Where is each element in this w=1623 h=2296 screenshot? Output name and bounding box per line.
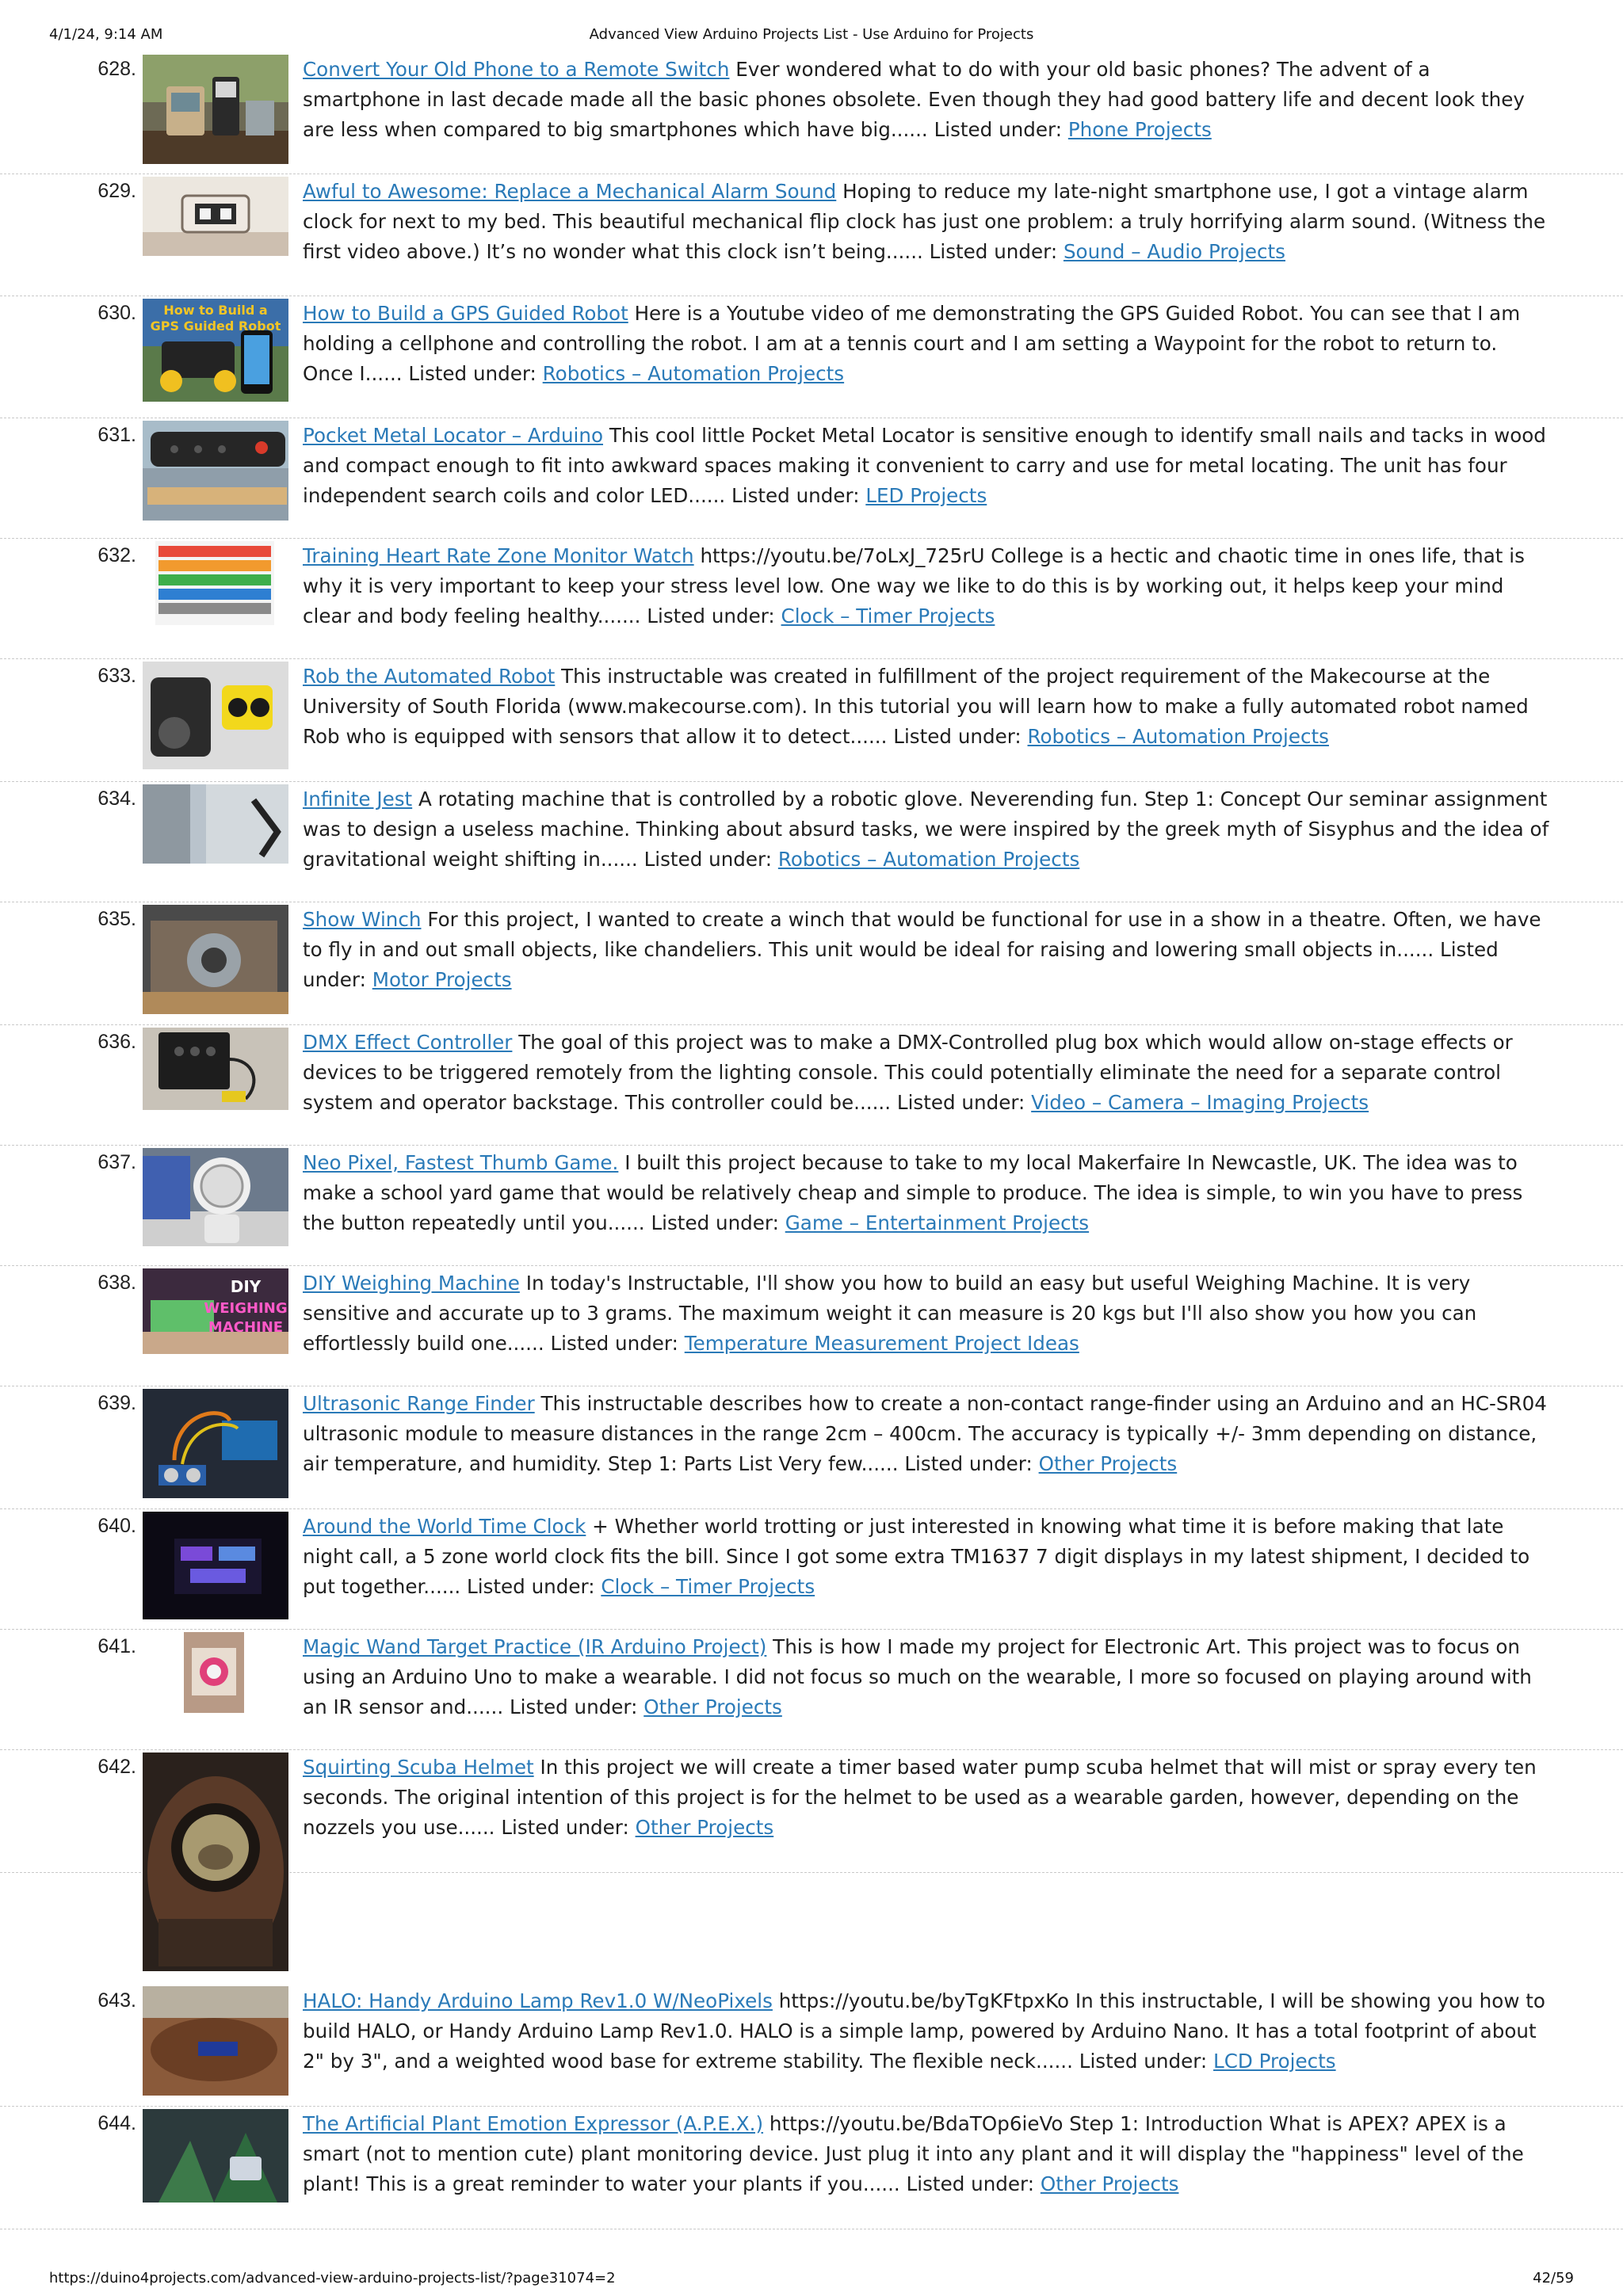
listed-under-label: Listed under:: [509, 1695, 638, 1718]
category-link[interactable]: LED Projects: [865, 484, 987, 507]
project-thumbnail[interactable]: [143, 1753, 288, 1971]
category-link[interactable]: Other Projects: [635, 1816, 774, 1839]
item-number: 643.: [97, 1989, 136, 2012]
category-link[interactable]: Game – Entertainment Projects: [785, 1211, 1090, 1234]
listed-under-label: Listed under:: [651, 1211, 779, 1234]
item-text: [303, 1632, 1552, 1722]
item-number: 632.: [97, 544, 136, 566]
item-text: [303, 1753, 1552, 1843]
listed-under-label: Listed under:: [904, 1452, 1033, 1475]
item-text: [303, 299, 1552, 389]
project-description: I built this project because to take to my local Makerfaire In Newcastle, UK. The idea was to make a school yard game that would be relatively cheap and simple to produce. The idea is simple, to win you have to press the button repeatedly until you......: [303, 1151, 1523, 1234]
item-text: [303, 1389, 1552, 1479]
project-title-link[interactable]: DMX Effect Controller: [303, 1031, 513, 1054]
list-item: [0, 902, 1623, 1025]
list-item: [0, 174, 1623, 296]
item-number: 630.: [97, 302, 136, 324]
list-item: [0, 1146, 1623, 1266]
listed-under-label: Listed under:: [408, 362, 537, 385]
project-description: Ever wondered what to do with your old basic phones? The advent of a smartphone in last decade made all the basic phones obsolete. Even though they had good battery life and decent look they are less when compared to big smartphones which have big......: [303, 58, 1525, 141]
list-item: [0, 296, 1623, 418]
print-header: [49, 26, 1574, 47]
category-link[interactable]: LCD Projects: [1213, 2050, 1336, 2073]
project-title-link[interactable]: Infinite Jest: [303, 788, 413, 810]
listed-under-label: Listed under:: [303, 938, 1499, 991]
item-text: [303, 541, 1552, 631]
project-title-link[interactable]: Awful to Awesome: Replace a Mechanical Alarm Sound: [303, 180, 837, 203]
list-item: [0, 1509, 1623, 1630]
project-thumbnail[interactable]: [143, 299, 288, 402]
category-link[interactable]: Clock – Timer Projects: [601, 1575, 815, 1598]
project-thumbnail[interactable]: [155, 541, 274, 625]
item-number: 641.: [97, 1635, 136, 1657]
project-thumbnail[interactable]: [143, 1148, 288, 1246]
item-text: [303, 784, 1552, 875]
project-thumbnail[interactable]: [143, 1268, 288, 1354]
project-thumbnail[interactable]: [143, 1512, 288, 1619]
list-item: [0, 1025, 1623, 1146]
project-title-link[interactable]: Convert Your Old Phone to a Remote Switch: [303, 58, 730, 81]
list-item: [0, 52, 1623, 174]
item-number: 635.: [97, 908, 136, 930]
project-description: This cool little Pocket Metal Locator is sensitive enough to identify small nails and tacks in wood and compact enough to fit into awkward spaces making it convenient to carry and use for metal locating. The unit has four independent search coils and color LED......: [303, 424, 1546, 507]
item-text: [303, 1028, 1552, 1118]
item-text: [303, 1512, 1552, 1602]
project-description: A rotating machine that is controlled by a robotic glove. Neverending fun. Step 1: Concept Our seminar assignment was to design a useless machine. Thinking about absurd tasks, we were inspired by the greek myth of Sisyphus and the idea of gravitational weight shifting in......: [303, 788, 1549, 871]
project-list: [0, 52, 1623, 2229]
list-item: [0, 1630, 1623, 1750]
project-title-link[interactable]: Around the World Time Clock: [303, 1515, 586, 1538]
list-item: [0, 539, 1623, 659]
project-thumbnail[interactable]: [143, 905, 288, 1014]
project-description: https://youtu.be/byTgKFtpxKo In this instructable, I will be showing you how to build HALO, or Handy Arduino Lamp Rev1.0. HALO is a simple lamp, powered by Arduino Nano. It has a total footprint of about 2" by 3", and a weighted wood base for extreme stability. The flexible neck......: [303, 1989, 1545, 2073]
project-description: https://youtu.be/7oLxJ_725rU College is a hectic and chaotic time in ones life, that is why it is very important to keep your stress level low. One way we like to do this is by working out, it helps keep your mind clear and body feeling healthy.......: [303, 544, 1525, 627]
category-link[interactable]: Robotics – Automation Projects: [777, 848, 1080, 871]
project-title-link[interactable]: The Artificial Plant Emotion Expressor (A.P.E.X.): [303, 2112, 764, 2135]
project-description: In this project we will create a timer based water pump scuba helmet that will mist or spray every ten seconds. The original intention of this project is for the helmet to be used as a wearable garden, however, depending on the nozzels you use......: [303, 1756, 1537, 1839]
listed-under-label: Listed under:: [643, 848, 773, 871]
project-thumbnail[interactable]: [143, 55, 288, 164]
listed-under-label: Listed under:: [929, 240, 1058, 263]
item-number: 629.: [97, 180, 136, 202]
project-thumbnail[interactable]: [143, 1028, 288, 1110]
item-text: [303, 1268, 1552, 1359]
project-title-link[interactable]: Pocket Metal Locator – Arduino: [303, 424, 604, 447]
item-number: 633.: [97, 665, 136, 687]
project-thumbnail[interactable]: [143, 662, 288, 769]
listed-under-label: Listed under:: [731, 484, 860, 507]
page-title: Advanced View Arduino Projects List - Use Arduino for Projects: [589, 26, 1034, 43]
project-thumbnail[interactable]: [143, 1389, 288, 1498]
category-link[interactable]: Robotics – Automation Projects: [542, 362, 845, 385]
project-description: This is how I made my project for Electronic Art. This project was to focus on using an Arduino Uno to make a wearable. I did not focus so much on the wearable, I more so focused on playing around with an IR sensor and......: [303, 1635, 1532, 1718]
project-description: Hoping to reduce my late-night smartphone use, I got a vintage alarm clock for next to my bed. This beautiful mechanical flip clock has just one problem: a truly horrifying alarm sound. (Witness the first video above.) It’s no wonder what this clock isn’t being......: [303, 180, 1546, 263]
category-link[interactable]: Other Projects: [1040, 2172, 1179, 2195]
list-item: [0, 659, 1623, 782]
project-description: This instructable was created in fulfillment of the project requirement of the Makecourse at the University of South Florida (www.makecourse.com). In this tutorial you will learn how to make a fully automated robot named Rob who is equipped with sensors that allow it to detect......: [303, 665, 1529, 748]
project-title-link[interactable]: Squirting Scuba Helmet: [303, 1756, 534, 1779]
item-number: 640.: [97, 1515, 136, 1537]
print-footer: [49, 2270, 1574, 2289]
project-title-link[interactable]: Magic Wand Target Practice (IR Arduino Project): [303, 1635, 767, 1658]
category-link[interactable]: Sound – Audio Projects: [1063, 240, 1285, 263]
category-link[interactable]: Video – Camera – Imaging Projects: [1031, 1091, 1369, 1114]
project-title-link[interactable]: Show Winch: [303, 908, 422, 931]
thumbnail-overlay-line: WEIGHING: [204, 1300, 288, 1317]
item-number: 642.: [97, 1756, 136, 1778]
list-item: [0, 782, 1623, 902]
thumbnail-overlay-line: MACHINE: [208, 1319, 284, 1336]
thumbnail-overlay-line: GPS Guided Robot: [150, 318, 281, 334]
project-thumbnail[interactable]: [143, 177, 288, 256]
item-text: [303, 177, 1552, 267]
item-text: [303, 421, 1552, 511]
print-datetime: 4/1/24, 9:14 AM: [49, 26, 163, 43]
project-title-link[interactable]: Training Heart Rate Zone Monitor Watch: [303, 544, 694, 567]
category-link[interactable]: Temperature Measurement Project Ideas: [684, 1332, 1079, 1355]
project-thumbnail[interactable]: [184, 1632, 244, 1713]
page-url: https://duino4projects.com/advanced-view-arduino-projects-list/?page31074=2: [49, 2270, 616, 2286]
category-link[interactable]: Other Projects: [643, 1695, 782, 1718]
project-description: For this project, I wanted to create a winch that would be functional for use in a show in a theatre. Often, we have to fly in and out small objects, like chandeliers. This unit would be ideal for raising and lowering small objects in......: [303, 908, 1541, 961]
project-thumbnail[interactable]: [143, 784, 288, 864]
project-title-link[interactable]: Neo Pixel, Fastest Thumb Game.: [303, 1151, 619, 1174]
item-number: 628.: [97, 58, 136, 80]
listed-under-label: Listed under:: [550, 1332, 678, 1355]
item-text: [303, 1148, 1552, 1238]
listed-under-label: Listed under:: [647, 605, 775, 627]
item-text: [303, 662, 1552, 752]
project-description: This instructable describes how to create a non-contact range-finder using an Arduino and an HC-SR04 ultrasonic module to measure distances in the range 2cm – 400cm. The accuracy is typically +/- 3mm depending on distance, air temperature, and humidity. Step 1: Parts List Very few......: [303, 1392, 1547, 1475]
list-item: [0, 1266, 1623, 1386]
project-description: In today's Instructable, I'll show you how to build an easy but useful Weighing Machine. It is very sensitive and accurate up to 3 grams. The maximum weight it can measure is 20 kgs but I'll also show you how you can effortlessly build one......: [303, 1272, 1477, 1355]
page-number: 42/59: [1533, 2270, 1574, 2286]
item-number: 639.: [97, 1392, 136, 1414]
item-text: [303, 55, 1552, 145]
item-number: 637.: [97, 1151, 136, 1173]
item-number: 631.: [97, 424, 136, 446]
list-item: [0, 418, 1623, 539]
list-item: [0, 1750, 1623, 1873]
project-description: Here is a Youtube video of me demonstrating the GPS Guided Robot. You can see that I am holding a cellphone and controlling the robot. I am at a tennis court and I am setting a Waypoint for the robot to return to. Once I......: [303, 302, 1521, 385]
listed-under-label: Listed under:: [896, 1091, 1025, 1114]
item-text: [303, 905, 1552, 995]
project-description: The goal of this project was to make a DMX-Controlled plug box which would allow on-stage effects or devices to be triggered remotely from the lighting console. This could potentially eliminate the need for a separate control system and operator backstage. This controller could be......: [303, 1031, 1513, 1114]
listed-under-label: Listed under:: [906, 2172, 1035, 2195]
category-link[interactable]: Motor Projects: [372, 968, 512, 991]
project-title-link[interactable]: How to Build a GPS Guided Robot: [303, 302, 628, 325]
project-thumbnail[interactable]: [143, 2109, 288, 2203]
item-text: [303, 1986, 1552, 2077]
project-title-link[interactable]: Rob the Automated Robot: [303, 665, 556, 688]
category-link[interactable]: Robotics – Automation Projects: [1027, 725, 1329, 748]
project-title-link[interactable]: DIY Weighing Machine: [303, 1272, 520, 1295]
project-thumbnail[interactable]: [143, 421, 288, 521]
listed-under-label: Listed under:: [934, 118, 1062, 141]
list-item: [0, 2107, 1623, 2229]
thumbnail-overlay-line: How to Build a: [163, 303, 268, 318]
listed-under-label: Listed under:: [893, 725, 1022, 748]
listed-under-label: Listed under:: [1079, 2050, 1208, 2073]
project-title-link[interactable]: HALO: Handy Arduino Lamp Rev1.0 W/NeoPixels: [303, 1989, 773, 2012]
listed-under-label: Listed under:: [467, 1575, 595, 1598]
list-item: [0, 1984, 1623, 2107]
item-number: 636.: [97, 1031, 136, 1053]
listed-under-label: Listed under:: [501, 1816, 629, 1839]
item-number: 638.: [97, 1272, 136, 1294]
list-item: [0, 1386, 1623, 1509]
project-title-link[interactable]: Ultrasonic Range Finder: [303, 1392, 535, 1415]
category-link[interactable]: Other Projects: [1038, 1452, 1178, 1475]
project-description: https://youtu.be/BdaTOp6ieVo Step 1: Introduction What is APEX? APEX is a smart (not to mention cute) plant monitoring device. Just plug it into any plant and it will display the "happiness" level of the plant! This is a great reminder to water your plants if you......: [303, 2112, 1524, 2195]
item-number: 644.: [97, 2112, 136, 2134]
item-number: 634.: [97, 788, 136, 810]
item-text: [303, 2109, 1552, 2199]
project-description: + Whether world trotting or just interested in knowing what time it is before making that late night call, a 5 zone world clock fits the bill. Since I got some extra TM1637 7 digit displays in my latest shipment, I decided to put together......: [303, 1515, 1530, 1598]
category-link[interactable]: Phone Projects: [1067, 118, 1212, 141]
thumbnail-overlay-line: DIY: [230, 1277, 262, 1296]
category-link[interactable]: Clock – Timer Projects: [781, 605, 995, 627]
project-thumbnail[interactable]: [143, 1986, 288, 2096]
